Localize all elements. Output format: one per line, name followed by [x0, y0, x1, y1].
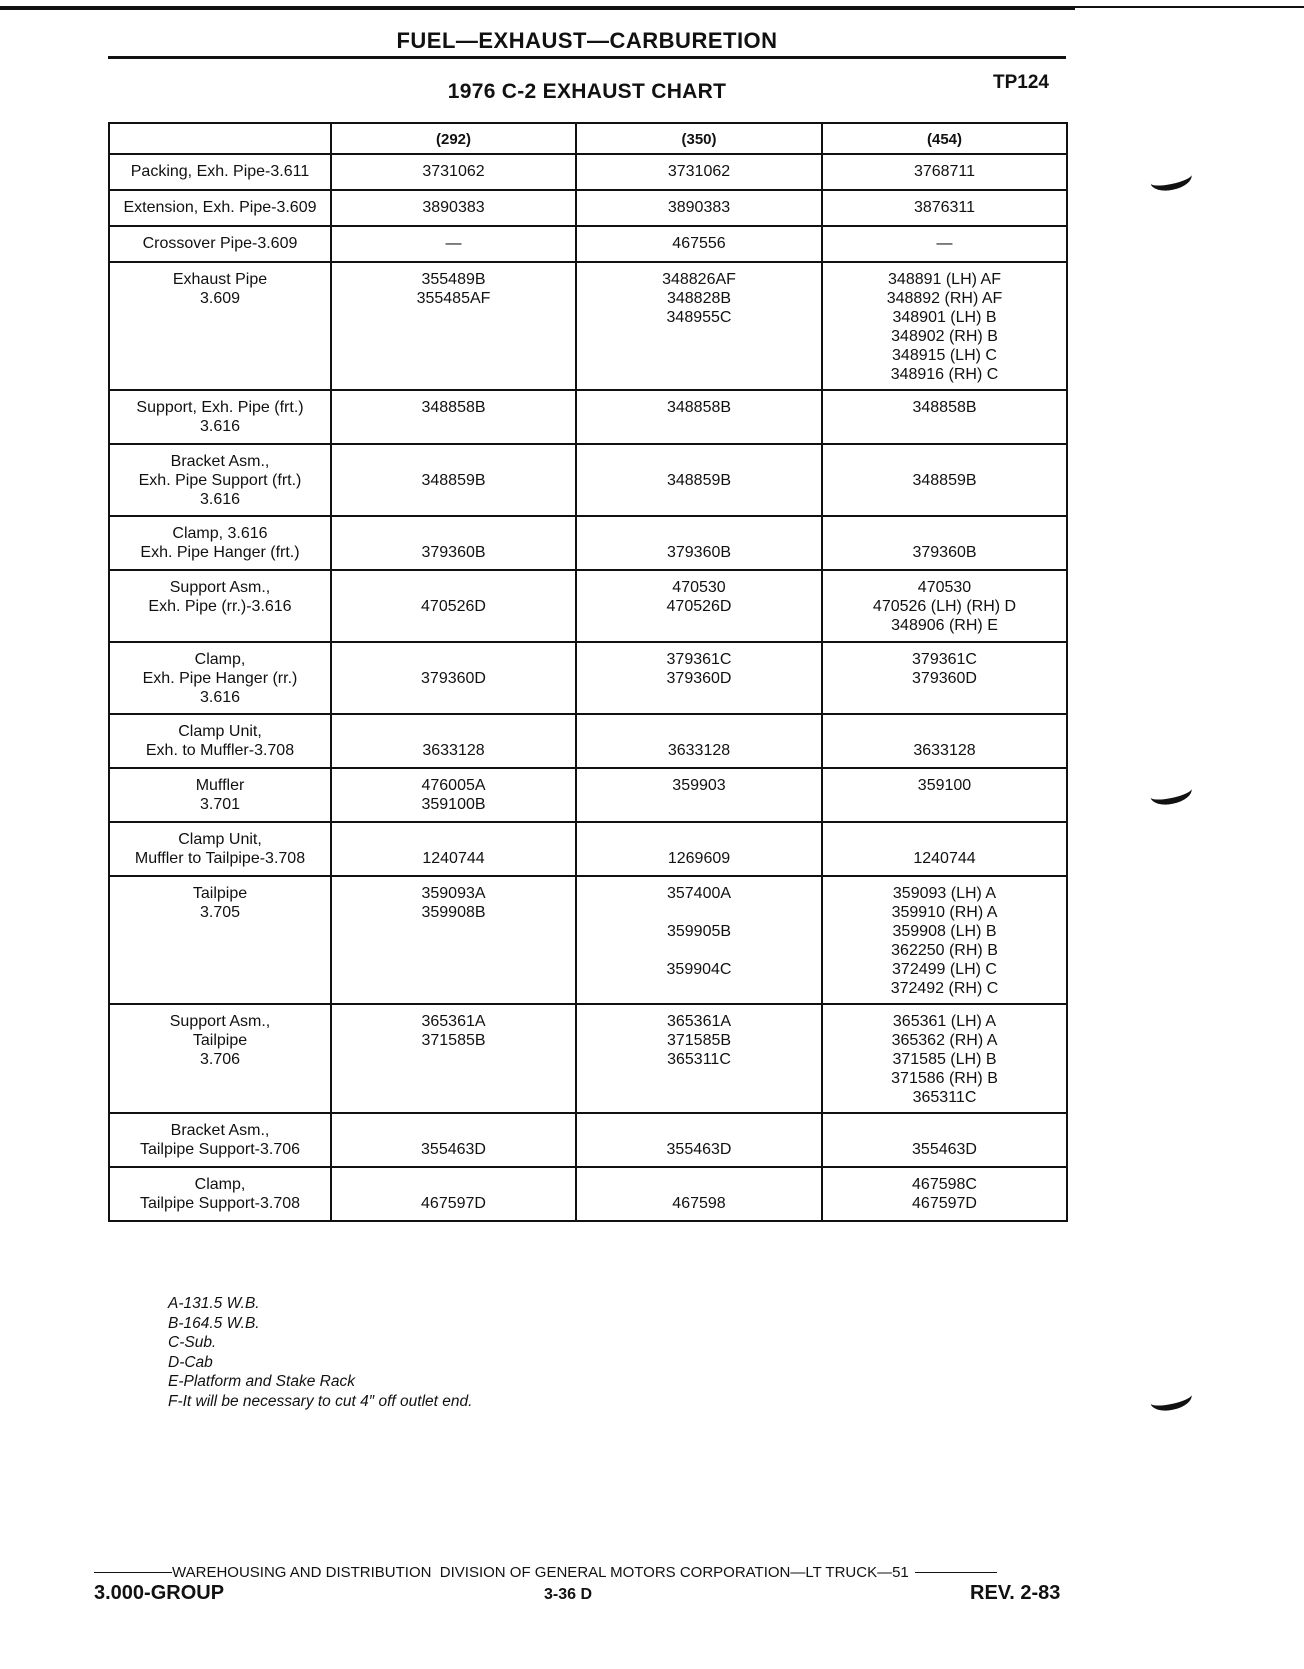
value-cell-292	[331, 768, 576, 822]
cell-line: 3.616	[199, 689, 241, 706]
cell-line: 379360B	[912, 544, 977, 561]
column-header-part	[109, 123, 331, 154]
footnotes	[168, 1294, 472, 1411]
value-cell-454	[822, 1004, 1067, 1113]
cell-line: 359903	[672, 777, 726, 794]
binder-hole-mark	[1148, 1384, 1194, 1414]
value-cell-350	[576, 390, 822, 444]
cell-line: 355463D	[421, 1141, 486, 1158]
cell-line	[336, 722, 571, 741]
binder-hole-mark	[1148, 164, 1194, 194]
cell-line: 371586 (RH) B	[891, 1070, 998, 1087]
value-cell-292	[331, 1167, 576, 1221]
table-row	[109, 390, 1067, 444]
cell-line: 379361C	[912, 651, 977, 668]
value-cell-350	[576, 226, 822, 262]
value-cell-292	[331, 822, 576, 876]
cell-line: 372492 (RH) C	[890, 980, 999, 997]
cell-line: 371585B	[666, 1032, 732, 1049]
cell-line: 372499 (LH) C	[892, 961, 997, 978]
footnote: E-Platform and Stake Rack	[168, 1373, 355, 1390]
cell-line: —	[936, 235, 953, 252]
cell-line: 3.609	[199, 290, 241, 307]
cell-line: 348902 (RH) B	[891, 328, 998, 345]
binder-hole-mark	[1148, 778, 1194, 808]
cell-line	[581, 524, 817, 543]
value-cell-292	[331, 714, 576, 768]
cell-line: 365361A	[421, 1013, 486, 1030]
table-row	[109, 262, 1067, 390]
value-cell-350	[576, 876, 822, 1004]
cell-line: Extension, Exh. Pipe-3.609	[123, 199, 317, 216]
cell-line: Tailpipe Support-3.706	[139, 1141, 301, 1158]
cell-line: 379360B	[666, 544, 732, 561]
cell-line: 355485AF	[416, 290, 491, 307]
cell-line: 355489B	[421, 271, 486, 288]
cell-line	[827, 1121, 1062, 1140]
cell-line: Bracket Asm.,	[170, 1122, 270, 1139]
table-row	[109, 822, 1067, 876]
cell-line: 467598	[672, 1195, 726, 1212]
cell-line: 365311C	[667, 1051, 731, 1068]
table-row	[109, 768, 1067, 822]
cell-line: Clamp, 3.616	[172, 525, 268, 542]
part-name-cell	[109, 714, 331, 768]
column-header-292: (292)	[331, 123, 576, 154]
cell-line	[827, 830, 1062, 849]
cell-line: 359093 (LH) A	[892, 885, 997, 902]
cell-line: 348858B	[912, 399, 977, 416]
cell-line: 379360D	[912, 670, 977, 687]
cell-line: 3633128	[422, 742, 485, 759]
cell-line: 359910 (RH) A	[891, 904, 998, 921]
cell-line: 348828B	[666, 290, 732, 307]
table-body	[109, 154, 1067, 1221]
footer-dash-right	[915, 1572, 997, 1573]
cell-line: Support, Exh. Pipe (frt.)	[136, 399, 304, 416]
value-cell-292	[331, 190, 576, 226]
cell-line: 371585 (LH) B	[892, 1051, 997, 1068]
cell-line: 348916 (RH) C	[890, 366, 999, 383]
cell-line: Exh. to Muffler-3.708	[145, 742, 295, 759]
cell-line: 348915 (LH) C	[892, 347, 997, 364]
cell-line	[336, 452, 571, 471]
value-cell-454	[822, 642, 1067, 714]
value-cell-454	[822, 516, 1067, 570]
cell-line: Bracket Asm.,	[170, 453, 270, 470]
cell-line	[827, 524, 1062, 543]
cell-line: Muffler	[195, 777, 245, 794]
value-cell-454	[822, 190, 1067, 226]
cell-line	[581, 830, 817, 849]
table-row	[109, 876, 1067, 1004]
value-cell-350	[576, 714, 822, 768]
cell-line: 3731062	[422, 163, 485, 180]
cell-line: 359100B	[421, 796, 486, 813]
cell-line: 355463D	[912, 1141, 977, 1158]
cell-line: 379360D	[666, 670, 732, 687]
value-cell-292	[331, 390, 576, 444]
cell-line	[581, 1121, 817, 1140]
part-name-cell	[109, 190, 331, 226]
cell-line	[827, 452, 1062, 471]
footer-group: 3.000-GROUP	[94, 1582, 225, 1604]
cell-line: Clamp Unit,	[178, 831, 262, 848]
footer-page-number: 3-36 D	[544, 1586, 593, 1603]
cell-line: 365361 (LH) A	[892, 1013, 997, 1030]
cell-line: 359904C	[666, 961, 732, 978]
table-row	[109, 154, 1067, 190]
section-title: FUEL—EXHAUST—CARBURETION	[396, 28, 778, 53]
cell-line: 467598C	[912, 1176, 977, 1193]
part-name-cell	[109, 390, 331, 444]
chart-code: TP124	[993, 72, 1049, 93]
cell-line: 359100	[917, 777, 972, 794]
cell-line	[581, 941, 817, 960]
footer-dash-left	[94, 1572, 172, 1573]
value-cell-454	[822, 714, 1067, 768]
cell-line: Tailpipe	[192, 885, 248, 902]
footnote: C-Sub.	[168, 1334, 217, 1351]
value-cell-350	[576, 516, 822, 570]
value-cell-350	[576, 154, 822, 190]
value-cell-292	[331, 444, 576, 516]
table-row	[109, 516, 1067, 570]
table-row	[109, 714, 1067, 768]
footnote: A-131.5 W.B.	[168, 1295, 260, 1312]
value-cell-292	[331, 876, 576, 1004]
part-name-cell	[109, 262, 331, 390]
cell-line: Exh. Pipe (rr.)-3.616	[148, 598, 292, 615]
cell-line: 470530	[672, 579, 726, 596]
cell-line: 3.705	[199, 904, 241, 921]
cell-line	[336, 578, 571, 597]
cell-line: 379361C	[666, 651, 732, 668]
value-cell-350	[576, 768, 822, 822]
value-cell-350	[576, 1004, 822, 1113]
cell-line: 467597D	[912, 1195, 977, 1212]
value-cell-292	[331, 262, 576, 390]
value-cell-292	[331, 154, 576, 190]
value-cell-454	[822, 444, 1067, 516]
value-cell-454	[822, 876, 1067, 1004]
footer-banner	[94, 1564, 1074, 1581]
value-cell-350	[576, 822, 822, 876]
part-name-cell	[109, 1167, 331, 1221]
value-cell-350	[576, 642, 822, 714]
table-row	[109, 1004, 1067, 1113]
cell-line: 470526D	[421, 598, 486, 615]
value-cell-350	[576, 1113, 822, 1167]
cell-line: Muffler to Tailpipe-3.708	[134, 850, 306, 867]
part-name-cell	[109, 516, 331, 570]
cell-line: 1269609	[667, 850, 731, 867]
cell-line: 3890383	[422, 199, 485, 216]
cell-line: 3.616	[199, 491, 241, 508]
cell-line: Clamp,	[194, 651, 246, 668]
part-name-cell	[109, 822, 331, 876]
table-row	[109, 570, 1067, 642]
value-cell-292	[331, 1004, 576, 1113]
cell-line: 365311C	[912, 1089, 977, 1106]
cell-line	[581, 1175, 817, 1194]
cell-line	[336, 1175, 571, 1194]
value-cell-454	[822, 768, 1067, 822]
cell-line: 348858B	[421, 399, 486, 416]
cell-line: 348906 (RH) E	[891, 617, 998, 634]
cell-line	[581, 903, 817, 922]
table-header-row	[109, 123, 1067, 154]
part-name-cell	[109, 154, 331, 190]
cell-line: 348859B	[421, 472, 486, 489]
cell-line: 467556	[672, 235, 726, 252]
cell-line: 355463D	[666, 1141, 732, 1158]
value-cell-350	[576, 190, 822, 226]
cell-line: Tailpipe	[192, 1032, 248, 1049]
value-cell-292	[331, 226, 576, 262]
cell-line: Exh. Pipe Hanger (frt.)	[140, 544, 300, 561]
cell-line: 371585B	[421, 1032, 486, 1049]
value-cell-350	[576, 570, 822, 642]
value-cell-350	[576, 1167, 822, 1221]
cell-line: 470526 (LH) (RH) D	[872, 598, 1017, 615]
value-cell-350	[576, 444, 822, 516]
value-cell-454	[822, 822, 1067, 876]
value-cell-292	[331, 570, 576, 642]
cell-line	[336, 524, 571, 543]
cell-line: 1240744	[913, 850, 976, 867]
part-name-cell	[109, 876, 331, 1004]
cell-line	[827, 722, 1062, 741]
cell-line: 3633128	[913, 742, 976, 759]
cell-line: 357400A	[666, 885, 732, 902]
section-rule	[108, 56, 1066, 59]
cell-line: 348826AF	[662, 271, 736, 288]
value-cell-292	[331, 516, 576, 570]
cell-line: Exhaust Pipe	[172, 271, 268, 288]
value-cell-454	[822, 570, 1067, 642]
cell-line: 365362 (RH) A	[891, 1032, 998, 1049]
cell-line: 348858B	[666, 399, 732, 416]
cell-line: 3876311	[913, 199, 976, 216]
cell-line: 1240744	[422, 850, 485, 867]
value-cell-454	[822, 390, 1067, 444]
cell-line: 348859B	[666, 472, 732, 489]
table-row	[109, 1167, 1067, 1221]
footer-banner-text: WAREHOUSING AND DISTRIBUTION DIVISION OF GENERAL MOTORS CORPORATION—LT TRUCK—51	[172, 1564, 909, 1581]
cell-line: 3731062	[667, 163, 731, 180]
chart-title: 1976 C-2 EXHAUST CHART	[447, 80, 727, 103]
cell-line: 348891 (LH) AF	[888, 271, 1001, 288]
value-cell-350	[576, 262, 822, 390]
cell-line: 3.706	[199, 1051, 241, 1068]
top-rule	[0, 6, 1075, 10]
cell-line: 3.701	[199, 796, 241, 813]
column-header-350: (350)	[576, 123, 822, 154]
cell-line: Crossover Pipe-3.609	[142, 235, 298, 252]
value-cell-292	[331, 642, 576, 714]
cell-line: 470530	[917, 579, 972, 596]
cell-line: 359908 (LH) B	[892, 923, 997, 940]
cell-line: 3890383	[667, 199, 731, 216]
cell-line: Tailpipe Support-3.708	[139, 1195, 301, 1212]
value-cell-454	[822, 226, 1067, 262]
table-row	[109, 642, 1067, 714]
cell-line: 365361A	[666, 1013, 732, 1030]
column-header-454: (454)	[822, 123, 1067, 154]
cell-line: 359908B	[421, 904, 486, 921]
cell-line: 348955C	[666, 309, 732, 326]
table-row	[109, 1113, 1067, 1167]
cell-line: Clamp Unit,	[178, 723, 262, 740]
value-cell-454	[822, 154, 1067, 190]
part-name-cell	[109, 768, 331, 822]
cell-line: Support Asm.,	[169, 579, 271, 596]
cell-line: —	[445, 235, 462, 252]
exhaust-chart-table	[108, 122, 1068, 1222]
cell-line: 476005A	[421, 777, 486, 794]
value-cell-454	[822, 262, 1067, 390]
part-name-cell	[109, 444, 331, 516]
cell-line: 379360D	[421, 670, 486, 687]
cell-line: 467597D	[421, 1195, 486, 1212]
part-name-cell	[109, 1113, 331, 1167]
cell-line: 3768711	[913, 163, 976, 180]
cell-line	[581, 452, 817, 471]
footnote: F-It will be necessary to cut 4″ off outlet end.	[168, 1392, 473, 1410]
table-row	[109, 226, 1067, 262]
table-row	[109, 444, 1067, 516]
footer-revision: REV. 2-83	[970, 1582, 1061, 1604]
cell-line: Support Asm.,	[169, 1013, 271, 1030]
footnote: D-Cab	[168, 1353, 213, 1371]
cell-line	[336, 830, 571, 849]
cell-line: 348859B	[912, 472, 977, 489]
cell-line: 362250 (RH) B	[891, 942, 998, 959]
cell-line: Exh. Pipe Support (frt.)	[138, 472, 302, 489]
cell-line: 379360B	[421, 544, 486, 561]
table-row	[109, 190, 1067, 226]
cell-line: 470526D	[666, 598, 732, 615]
cell-line: 359905B	[666, 923, 732, 940]
cell-line: Exh. Pipe Hanger (rr.)	[142, 670, 298, 687]
footnote: B-164.5 W.B.	[168, 1314, 260, 1332]
part-name-cell	[109, 570, 331, 642]
cell-line: Packing, Exh. Pipe-3.611	[130, 163, 310, 180]
cell-line: 348892 (RH) AF	[886, 290, 1003, 307]
cell-line: 3633128	[667, 742, 731, 759]
cell-line	[581, 722, 817, 741]
part-name-cell	[109, 226, 331, 262]
cell-line	[336, 1121, 571, 1140]
top-rule-thin	[1075, 6, 1304, 8]
cell-line	[336, 650, 571, 669]
part-name-cell	[109, 1004, 331, 1113]
cell-line: Clamp,	[194, 1176, 246, 1193]
cell-line: 359093A	[421, 885, 486, 902]
value-cell-292	[331, 1113, 576, 1167]
part-name-cell	[109, 642, 331, 714]
cell-line: 348901 (LH) B	[892, 309, 997, 326]
value-cell-454	[822, 1113, 1067, 1167]
cell-line: 3.616	[199, 418, 241, 435]
value-cell-454	[822, 1167, 1067, 1221]
